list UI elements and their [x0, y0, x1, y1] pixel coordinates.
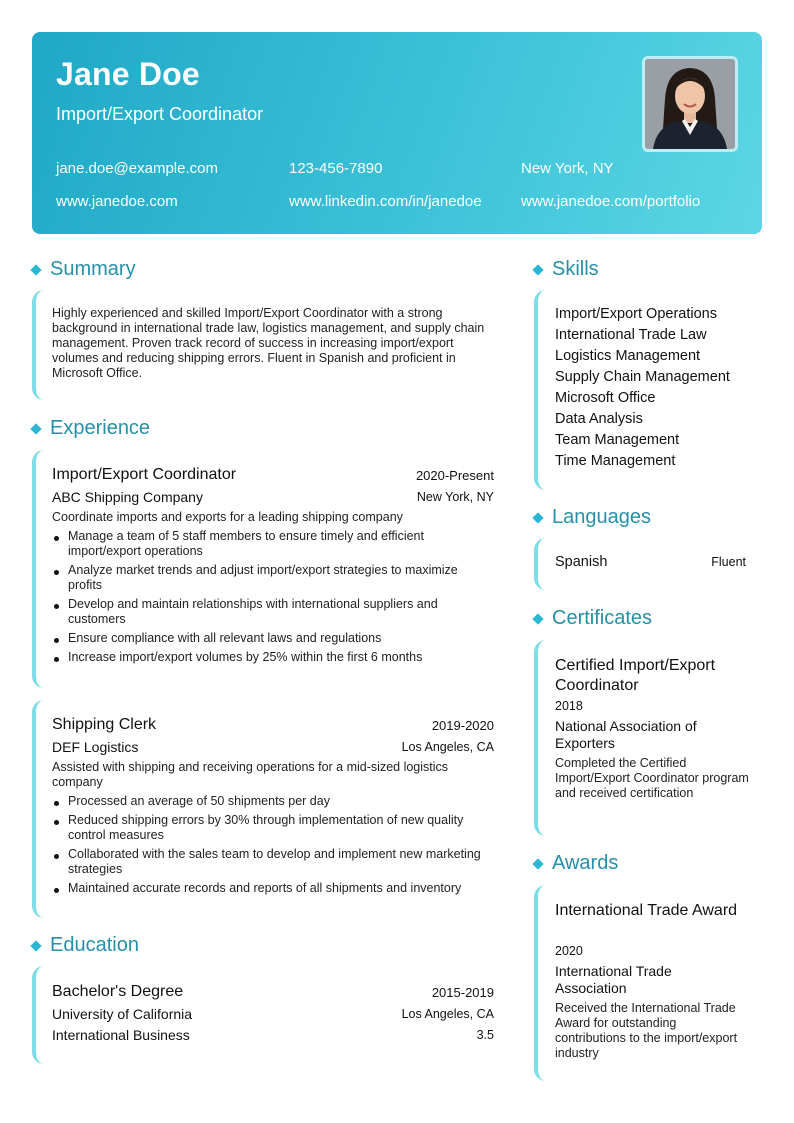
contact-portfolio[interactable]: www.janedoe.com/portfolio	[521, 193, 701, 210]
diamond-bullet-icon	[532, 264, 543, 275]
certificates-heading	[532, 607, 652, 630]
skills-heading-text: Skills	[552, 258, 599, 280]
diamond-bullet-icon	[532, 613, 543, 624]
language-name: Spanish	[555, 554, 608, 570]
education-gpa: 3.5	[476, 1028, 494, 1042]
skill-item: Microsoft Office	[555, 390, 656, 406]
certificate-year: 2018	[555, 699, 583, 713]
award-year: 2020	[555, 944, 583, 958]
education-heading-text: Education	[50, 934, 139, 956]
experience-heading	[30, 417, 150, 440]
summary-heading-text: Summary	[50, 258, 136, 280]
job-bullet: Collaborated with the sales team to develop and implement new marketing strategies	[52, 847, 492, 877]
job-title: Import/Export Coordinator	[52, 466, 237, 483]
job-dates: 2020-Present	[415, 468, 494, 483]
contact-website[interactable]: www.janedoe.com	[56, 193, 178, 210]
candidate-title: Import/Export Coordinator	[56, 104, 264, 124]
certificates-heading-text: Certificates	[552, 607, 653, 629]
job-bullet: Increase import/export volumes by 25% within the first 6 months	[52, 650, 492, 665]
resume-header	[32, 32, 762, 234]
skill-item: Supply Chain Management	[555, 369, 730, 385]
language-level: Fluent	[711, 555, 746, 569]
certificate-issuer: National Association of Exporters	[555, 718, 697, 751]
contact-location: New York, NY	[521, 160, 614, 177]
summary-heading	[30, 258, 136, 281]
job-description: Coordinate imports and exports for a leading shipping company	[52, 510, 403, 524]
diamond-bullet-icon	[532, 858, 543, 869]
skill-item: Logistics Management	[555, 348, 701, 364]
job-bullet: Manage a team of 5 staff members to ensure timely and efficient import/export operations	[52, 529, 492, 559]
award-title: International Trade Award	[555, 902, 738, 919]
skill-item: International Trade Law	[555, 327, 707, 343]
education-degree: Bachelor's Degree	[52, 983, 184, 1000]
skill-item: Data Analysis	[555, 411, 643, 427]
award-issuer: International Trade Association	[555, 963, 672, 996]
contact-phone[interactable]: 123-456-7890	[289, 160, 383, 177]
certificate-title: Certified Import/Export Coordinator	[555, 657, 716, 694]
job-company: ABC Shipping Company	[52, 489, 203, 505]
education-dates: 2015-2019	[431, 985, 494, 1000]
skills-heading	[532, 258, 599, 281]
award-description: Received the International Trade Award for outstanding contributions to the import/export industry	[555, 1001, 738, 1060]
diamond-bullet-icon	[30, 940, 41, 951]
diamond-bullet-icon	[30, 264, 41, 275]
job-bullet: Processed an average of 50 shipments per day	[52, 794, 492, 809]
job-title: Shipping Clerk	[52, 716, 157, 733]
education-heading	[30, 934, 139, 957]
profile-photo	[642, 56, 738, 152]
education-school: University of California	[52, 1006, 193, 1022]
candidate-name: Jane Doe	[56, 56, 200, 92]
awards-heading	[532, 852, 618, 875]
certificate-description: Completed the Certified Import/Export Coordinator program and received certification	[555, 756, 749, 800]
job-bullet-list	[52, 794, 492, 900]
summary-text: Highly experienced and skilled Import/Export Coordinator with a strong background in international trade law, logistics management, and supply chain management. Proven track record of success in increasing import/export volumes and reducing shipping errors. Fluent in Spanish and proficient in Microsoft Office.	[52, 306, 485, 380]
job-bullet-list	[52, 529, 492, 669]
education-location: Los Angeles, CA	[401, 1007, 494, 1021]
diamond-bullet-icon	[30, 423, 41, 434]
skill-item: Team Management	[555, 432, 680, 448]
contact-email[interactable]: jane.doe@example.com	[56, 160, 218, 177]
skill-item: Time Management	[555, 453, 676, 469]
job-location: New York, NY	[416, 490, 494, 504]
awards-heading-text: Awards	[552, 852, 619, 874]
job-bullet: Develop and maintain relationships with international suppliers and customers	[52, 597, 492, 627]
diamond-bullet-icon	[532, 512, 543, 523]
skill-item: Import/Export Operations	[555, 306, 717, 322]
languages-heading	[532, 506, 651, 529]
job-location: Los Angeles, CA	[401, 740, 494, 754]
languages-heading-text: Languages	[552, 506, 651, 528]
job-bullet: Analyze market trends and adjust import/export strategies to maximize profits	[52, 563, 492, 593]
job-company: DEF Logistics	[52, 739, 139, 755]
job-dates: 2019-2020	[431, 718, 494, 733]
contact-linkedin[interactable]: www.linkedin.com/in/janedoe	[289, 193, 482, 210]
experience-heading-text: Experience	[50, 417, 151, 439]
profile-photo-illustration	[645, 59, 735, 149]
education-major: International Business	[52, 1027, 190, 1043]
job-bullet: Ensure compliance with all relevant laws and regulations	[52, 631, 492, 646]
job-bullet: Maintained accurate records and reports of all shipments and inventory	[52, 881, 492, 896]
job-description: Assisted with shipping and receiving operations for a mid-sized logistics company	[52, 760, 449, 789]
job-bullet: Reduced shipping errors by 30% through implementation of new quality control measures	[52, 813, 492, 843]
